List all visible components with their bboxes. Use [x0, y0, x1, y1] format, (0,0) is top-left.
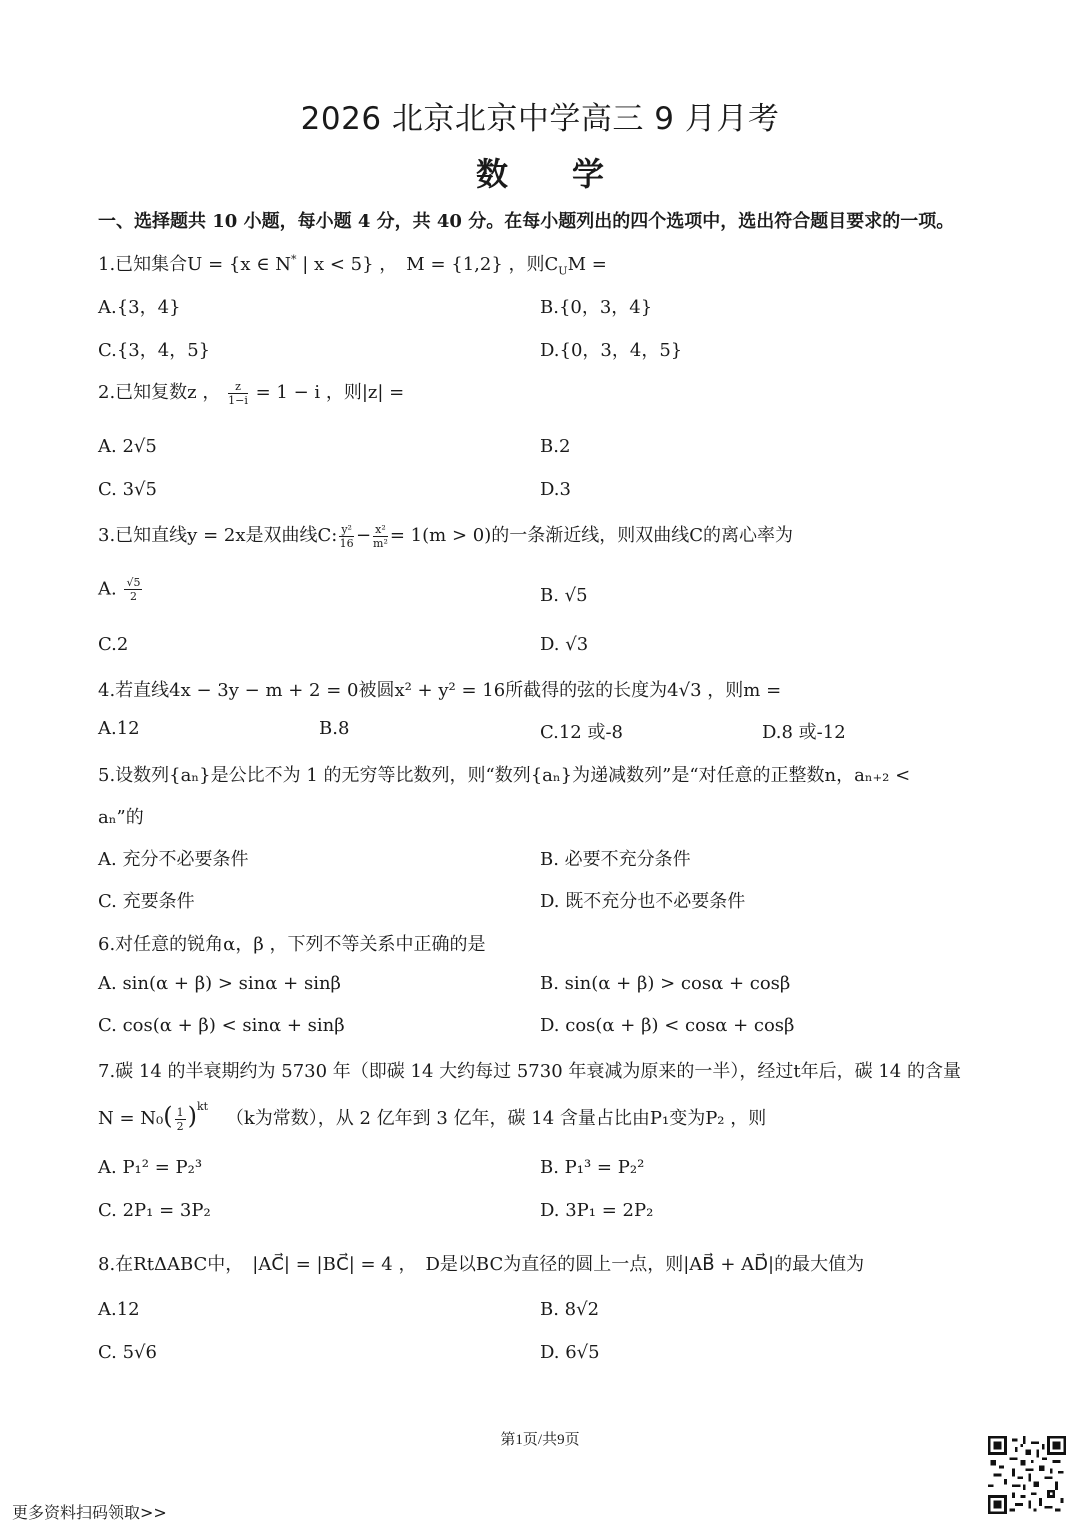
- question-8-option-d: D. 6√5: [540, 1342, 600, 1363]
- question-3-option-c: C.2: [98, 634, 129, 655]
- question-4-option-b: B.8: [319, 718, 350, 739]
- question-6-option-c: C. cos(α + β) < sinα + sinβ: [98, 1015, 345, 1036]
- question-4-stem: 4.若直线4x − 3y − m + 2 = 0被圆x² + y² = 16所截得的弦的长度为4√3 ，则m =: [98, 680, 782, 701]
- question-7-option-d: D. 3P₁ = 2P₂: [540, 1200, 654, 1221]
- question-6-option-d: D. cos(α + β) < cosα + cosβ: [540, 1015, 795, 1036]
- question-1-option-d: D.{0，3，4，5}: [540, 340, 683, 361]
- question-3-option-a: A. $\frac{√5}{2}$: [98, 576, 141, 603]
- question-7-stem-line1: 7.碳 14 的半衰期约为 5730 年（即碳 14 大约每过 5730 年衰减为原来的一半），经过t年后，碳 14 的含量: [98, 1061, 961, 1082]
- question-2-option-d: D.3: [540, 479, 571, 500]
- question-8-option-a: A.12: [98, 1299, 140, 1320]
- question-3-option-d: D. √3: [540, 634, 589, 655]
- question-6-option-b: B. sin(α + β) > cosα + cosβ: [540, 973, 791, 994]
- question-8-option-b: B. 8√2: [540, 1299, 600, 1320]
- question-4-option-c: C.12 或-8: [540, 722, 624, 743]
- qr-code-icon[interactable]: [988, 1436, 1066, 1514]
- question-8-option-c: C. 5√6: [98, 1342, 157, 1363]
- question-3-option-b: B. √5: [540, 585, 588, 606]
- question-5-option-d: D. 既不充分也不必要条件: [540, 891, 746, 912]
- fraction: $\frac{1}{2}$: [176, 1105, 184, 1133]
- fraction: $\frac{√5}{2}$: [126, 576, 141, 603]
- question-5-stem-line1: 5.设数列{aₙ}是公比不为 1 的无穷等比数列，则“数列{aₙ}为递减数列”是“对任意的正整数n，aₙ₊₂ <: [98, 765, 911, 786]
- question-8-stem: 8.在RtΔABC中， |AC⃗| = |BC⃗| = 4 ， D是以BC为直径的圆上一点，则|AB⃗ + AD⃗|的最大值为: [98, 1254, 865, 1275]
- question-5-option-a: A. 充分不必要条件: [98, 849, 249, 870]
- question-1-option-a: A.{3，4}: [98, 297, 181, 318]
- question-6-stem: 6.对任意的锐角α，β ，下列不等关系中正确的是: [98, 934, 486, 955]
- question-7-option-a: A. P₁² = P₂³: [98, 1157, 203, 1178]
- fraction: $\frac{z}{1-i}$: [228, 379, 248, 407]
- question-2-option-c: C. 3√5: [98, 479, 157, 500]
- fraction: $\frac{\text{x²}}{\text{m²}}$: [373, 522, 388, 550]
- question-2-option-a: A. 2√5: [98, 436, 157, 457]
- question-3-stem: 3.已知直线y = 2x是双曲线C: $\frac{\text{y²}}{16}$ − $\frac{\text{x²}}{\text{m²}}$ = 1(m > 0)的一条渐近线，则双曲线C的离心率为: [98, 522, 793, 550]
- subject-title: 数 学: [475, 155, 604, 193]
- question-2-stem: 2.已知复数z ， $\frac{z}{1-i}$ = 1 − i ，则|z| =: [98, 379, 405, 407]
- exam-title: 2026 北京北京中学高三 9 月月考: [300, 101, 780, 137]
- section-heading: 一、选择题共 10 小题，每小题 4 分，共 40 分。在每小题列出的四个选项中，选出符合题目要求的一项。: [98, 211, 955, 232]
- page-number: 第1页/共9页: [500, 1432, 580, 1448]
- question-5-option-c: C. 充要条件: [98, 891, 195, 912]
- question-1-option-b: B.{0，3，4}: [540, 297, 653, 318]
- question-5-option-b: B. 必要不充分条件: [540, 849, 691, 870]
- question-4-option-d: D.8 或-12: [762, 722, 846, 743]
- question-2-option-b: B.2: [540, 436, 571, 457]
- question-6-option-a: A. sin(α + β) > sinα + sinβ: [98, 973, 341, 994]
- question-7-option-b: B. P₁³ = P₂²: [540, 1157, 645, 1178]
- question-5-stem-line2: aₙ”的: [98, 807, 144, 828]
- question-1-option-c: C.{3，4，5}: [98, 340, 211, 361]
- question-1-stem: 1.已知集合U = {x ∈ N* | x < 5} ， M = {1,2} ，则$C_UM$ =: [98, 253, 607, 278]
- fraction: $\frac{\text{y²}}{16}$: [339, 522, 354, 550]
- question-7-stem-line2: N = N₀( $\frac{1}{2}$ )$^{kt}$ （k为常数），从 2 亿年到 3 亿年，碳 14 含量占比由P₁变为P₂ ，则: [98, 1100, 767, 1133]
- question-4-option-a: A.12: [98, 718, 140, 739]
- more-resources-link[interactable]: 更多资料扫码领取>>: [12, 1503, 167, 1522]
- question-7-option-c: C. 2P₁ = 3P₂: [98, 1200, 211, 1221]
